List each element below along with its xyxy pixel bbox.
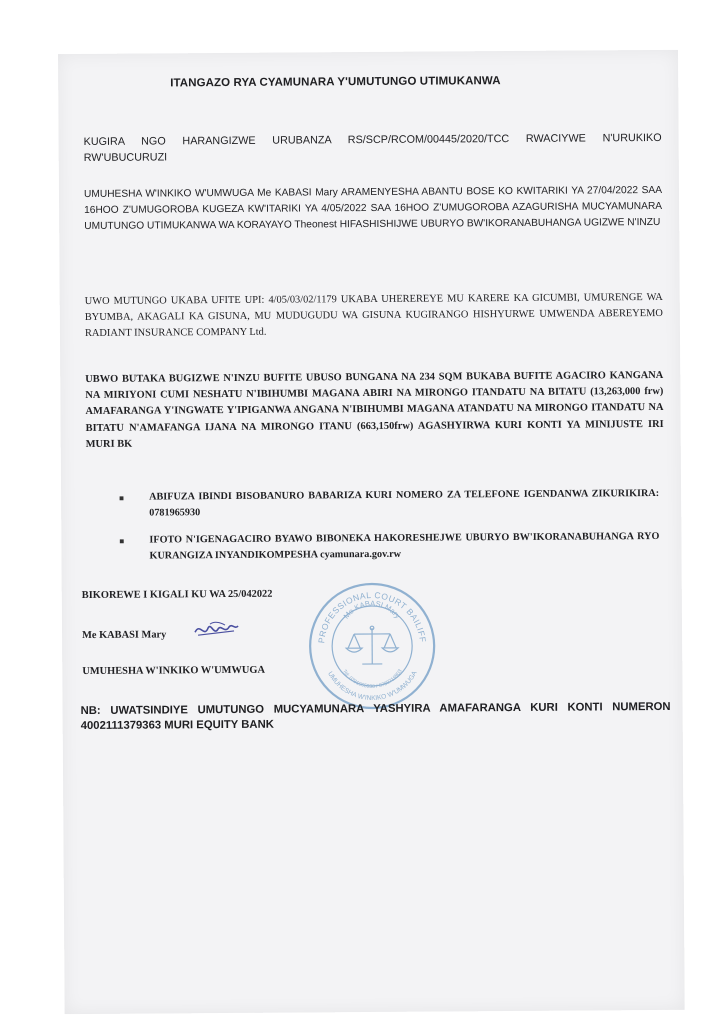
- contact-info-bullet: ABIFUZA IBINDI BISOBANURO BABARIZA KURI NOMERO ZA TELEFONE IGENDANWA ZIKURIKIRA: 0781965930: [149, 487, 660, 519]
- scales-of-justice-icon: [346, 626, 398, 664]
- auction-announcement-paragraph: UMUHESHA W'INKIKO W'UMWUGA Me KABASI Mary ARAMENYESHA ABANTU BOSE KO KWITARIKI YA 27/04/2022 SAA 16HOO Z'UMUGOROBA KUGEZA KW'ITARIKI YA 4/05/2022 SAA 16HOO Z'UMUGOROBA AZAGURISHA MUCYAMUNARA UMUTUNGO UTIMUKANWA WA KORAYAYO Theonest HIFASHISHIJWE UBURYO BW'IKORANABUHANGA UGIZWE N'INZU: [83, 184, 663, 233]
- property-value-paragraph: UBWO BUTAKA BUGIZWE N'INZU BUFITE UBUSO BUNGANA NA 234 SQM BUKABA BUFITE AGACIRO KANGANA NA MIRIYONI CUMI NESHATU N'IBIHUMBI MAGANA ABIRI NA MIRONGO ITANDATU NA BITATU (13,263,000 frw) AMAFARANGA Y'INGWATE Y'IPIGANWA ANGANA N'IBIHUMBI MAGANA ATANDATU NA MIRONGO ITANDATU NA BITATU N'AMAFANGA IJANA NA MIRONGO ITANU (663,150frw) AGASHYIRWA KURI KONTI YA MINIJUSTE IRI MURI BK: [85, 369, 664, 450]
- stamp-phone-text: Tel: 0781965930 / 0788719903: [340, 668, 404, 691]
- photo-info-bullet: IFOTO N'IGENAGACIRO BYAWO BIBONEKA HAKORESHEJWE UBURYO BW'IKORANABUHANGA RYO KURANGIZA INYANDIKOMPESHA cyamunara.gov.rw: [149, 530, 660, 562]
- handwritten-signature: [192, 618, 240, 642]
- court-bailiff-stamp: [302, 573, 443, 714]
- nb-payment-note: NB: UWATSINDIYE UMUTUNGO MUCYAMUNARA YASHYIRA AMAFARANGA KURI KONTI NUMERON 4002111379363 MURI EQUITY BANK: [80, 700, 671, 733]
- property-location-paragraph: UWO MUTUNGO UKABA UFITE UPI: 4/05/03/02/1179 UKABA UHEREREYE MU KARERE KA GICUMBI, UMURENGE WA BYUMBA, AKAGALI KA GISUNA, MU MUDUGUDU WA GISUNA KUGIRANGO HISHYURWE UMWENDA ABEREYEMO RADIANT INSURANCE COMPANY Ltd.: [84, 291, 663, 340]
- bullet-square-icon: ■: [119, 493, 124, 503]
- case-reference-paragraph: KUGIRA NGO HARANGIZWE URUBANZA RS/SCP/RCOM/00445/2020/TCC RWACIYWE N'URUKIKO RW'UBUCURUZI: [83, 131, 662, 165]
- document-sheet: [58, 50, 685, 1014]
- svg-text:Tel: 0781965930 / 0788719903: [341, 668, 404, 690]
- stamp-name-text: Me KABASI Mary: [341, 598, 403, 621]
- signer-name: Me KABASI Mary: [82, 629, 167, 642]
- bullet-square-icon: ■: [119, 536, 125, 546]
- stamp-bottom-text: UMUHESHA W'INKIKO W'UMWUGA: [326, 670, 419, 703]
- signed-place-date: BIKOREWE I KIGALI KU WA 25/042022: [81, 588, 273, 602]
- signer-role: UMUHESHA W'INKIKO W'UMWUGA: [82, 664, 265, 678]
- document-title: ITANGAZO RYA CYAMUNARA Y'UMUTUNGO UTIMUKANWA: [170, 75, 501, 90]
- stamp-outer-text: PROFESSIONAL COURT BAILIFF: [316, 589, 429, 644]
